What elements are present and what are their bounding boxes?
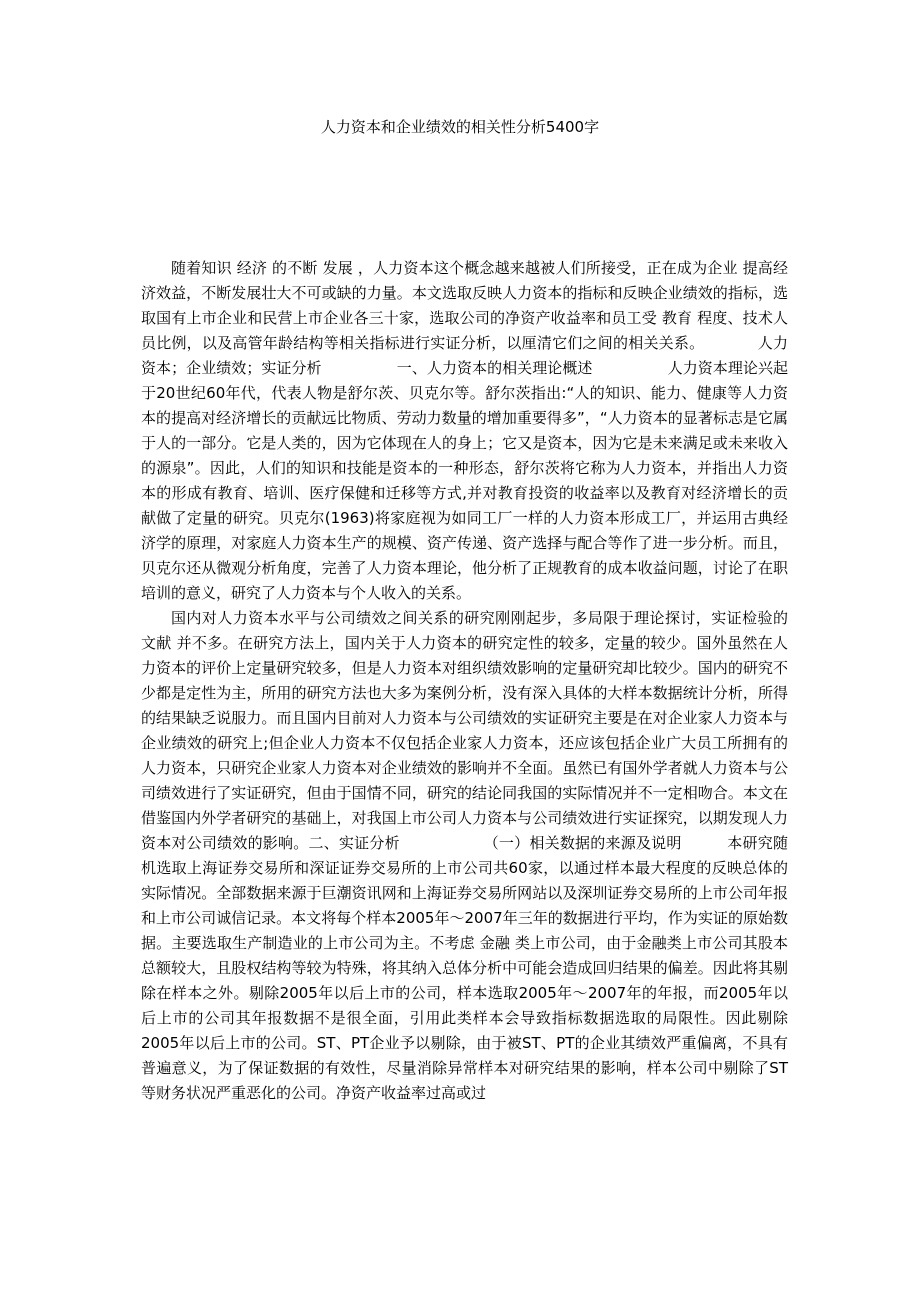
document-body bbox=[141, 256, 788, 1106]
document-title: 人力资本和企业绩效的相关性分析5400字 bbox=[320, 118, 600, 136]
paragraph-1: 随着知识 经济 的不断 发展 ，人力资本这个概念越来越被人们所接受，正在成为企业 提高经济效益，不断发展壮大不可或缺的力量。本文选取反映人力资本的指标和反映企业绩效的指标，选取国有上市企业和民营上市企业各三十家，选取公司的净资产收益率和员工受 教育 程度、技术人员比例，以及高管年龄结构等相关指标进行实证分析，以厘清它们之间的相关关系。 人力资本；企业绩效；实证分析 一、人力资本的相关理论概述 人力资本理论兴起于20世纪60年代，代表人物是舒尔茨、贝克尔等。舒尔茨指出:“人的知识、能力、健康等人力资本的提高对经济增长的贡献远比物质、劳动力数量的增加重要得多”，“人力资本的显著标志是它属于人的一部分。它是人类的，因为它体现在人的身上；它又是资本，因为它是未来满足或未来收入的源泉”。因此，人们的知识和技能是资本的一种形态，舒尔茨将它称为人力资本，并指出人力资本的形成有教育、培训、医疗保健和迁移等方式,并对教育投资的收益率以及教育对经济增长的贡献做了定量的研究。贝克尔(1963)将家庭视为如同工厂一样的人力资本形成工厂，并运用古典经济学的原理，对家庭人力资本生产的规模、资产传递、资产选择与配合等作了进一步分析。而且，贝克尔还从微观分析角度，完善了人力资本理论，他分析了正规教育的成本收益问题，讨论了在职培训的意义，研究了人力资本与个人收入的关系。 bbox=[141, 259, 788, 602]
paragraph-2: 国内对人力资本水平与公司绩效之间关系的研究刚刚起步，多局限于理论探讨，实证检验的 文献 并不多。在研究方法上，国内关于人力资本的研究定性的较多，定量的较少。国外虽然在人力资本的评价上定量研究较多，但是人力资本对组织绩效影响的定量研究却比较少。国内的研究不少都是定性为主，所用的研究方法也大多为案例分析，没有深入具体的大样本数据统计分析，所得的结果缺乏说服力。而且国内目前对人力资本与公司绩效的实证研究主要是在对企业家人力资本与企业绩效的研究上;但企业人力资本不仅包括企业家人力资本，还应该包括企业广大员工所拥有的人力资本，只研究企业家人力资本对企业绩效的影响并不全面。虽然已有国外学者就人力资本与公司绩效进行了实证研究，但由于国情不同，研究的结论同我国的实际情况并不一定相吻合。本文在借鉴国内外学者研究的基础上，对我国上市公司人力资本与公司绩效进行实证探究，以期发现人力资本对公司绩效的影响。二、实证分析 （一）相关数据的来源及说明 本研究随机选取上海证券交易所和深证证券交易所的上市公司共60家，以通过样本最大程度的反映总体的实际情况。全部数据来源于巨潮资讯网和上海证券交易所网站以及深圳证券交易所的上市公司年报和上市公司诚信记录。本文将每个样本2005年～2007年三年的数据进行平均，作为实证的原始数据。主要选取生产制造业的上市公司为主。不考虑 金融 类上市公司，由于金融类上市公司其股本总额较大，且股权结构等较为特殊，将其纳入总体分析中可能会造成回归结果的偏差。因此将其剔除在样本之外。剔除2005年以后上市的公司，样本选取2005年～2007年的年报，而2005年以后上市的公司其年报数据不是很全面，引用此类样本会导致指标数据选取的局限性。因此剔除2005年以后上市的公司。ST、PT企业予以剔除，由于被ST、PT的企业其绩效严重偏离，不具有普遍意义，为了保证数据的有效性，尽量消除异常样本对研究结果的影响，样本公司中剔除了ST等财务状况严重恶化的公司。净资产收益率过高或过 bbox=[141, 609, 788, 1102]
